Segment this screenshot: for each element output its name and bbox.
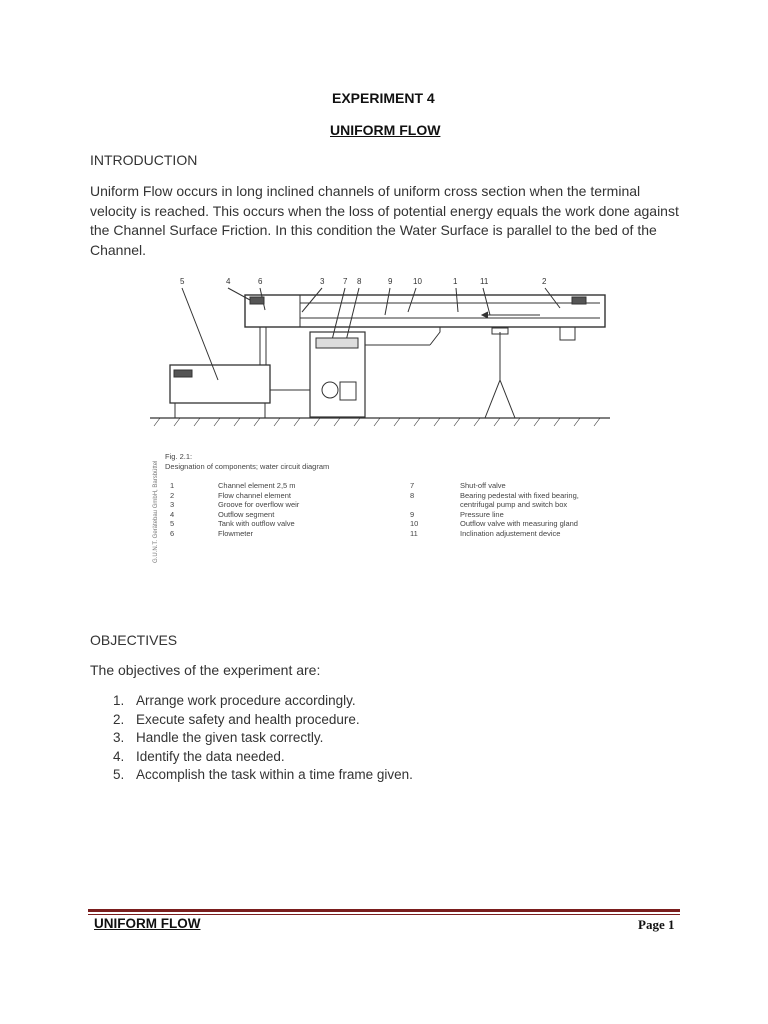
callout-6: 6 [258, 277, 263, 286]
legend-row [170, 491, 299, 501]
legend-num: 8 [410, 490, 415, 500]
legend-row [170, 510, 299, 520]
callout-1: 1 [453, 277, 458, 286]
figure-side-text: G.U.N.T. Gerätebau GmbH, Barsbüttel [153, 460, 159, 563]
legend-text: Shut-off valve [460, 481, 506, 490]
list-number: 1. [113, 693, 125, 708]
figure-caption [165, 452, 329, 471]
legend-text: Tank with outflow valve [218, 519, 295, 528]
legend-row [410, 529, 579, 539]
introduction-heading: INTRODUCTION [90, 152, 198, 168]
list-text: Arrange work procedure accordingly. [136, 693, 356, 708]
legend-text: centrifugal pump and switch box [460, 500, 568, 509]
legend-row [410, 491, 579, 501]
legend-row [410, 510, 579, 520]
footer-rule-thick [88, 909, 680, 912]
callout-9: 9 [388, 277, 393, 286]
figure-caption-label: Fig. 2.1: [165, 452, 193, 461]
list-item [113, 766, 413, 785]
legend-num: 3 [170, 500, 175, 509]
introduction-line: Uniform Flow occurs in long inclined channels of uniform cross section when the terminal [90, 183, 641, 199]
footer-title: UNIFORM FLOW [94, 916, 201, 931]
callout-11: 11 [480, 277, 489, 286]
list-number: 2. [113, 711, 125, 727]
legend-text: Pressure line [460, 509, 504, 519]
legend-row [410, 481, 579, 491]
introduction-line: Channel. [90, 241, 147, 258]
list-text: Accomplish the task within a time frame given. [136, 767, 413, 782]
legend-num: 6 [170, 528, 175, 538]
legend-num: 5 [170, 519, 175, 528]
objectives-intro: The objectives of the experiment are: [90, 662, 321, 678]
list-number: 4. [113, 748, 125, 764]
legend-row [170, 481, 299, 491]
figure-legend-left [170, 481, 299, 538]
legend-row [170, 529, 299, 539]
callout-4: 4 [226, 277, 231, 286]
list-text: Handle the given task correctly. [136, 730, 324, 745]
callout-2: 2 [542, 277, 547, 286]
legend-text: Inclination adjustement device [460, 528, 561, 538]
callout-8: 8 [357, 277, 362, 286]
page-number: Page 1 [638, 917, 675, 932]
legend-num: 4 [170, 509, 175, 519]
callout-5: 5 [180, 277, 185, 286]
figure-legend-right [410, 481, 579, 538]
callout-3: 3 [320, 277, 325, 286]
legend-row [170, 519, 299, 529]
legend-num: 7 [410, 481, 415, 490]
experiment-title: EXPERIMENT 4 [332, 90, 435, 106]
list-number: 3. [113, 730, 125, 745]
list-item [113, 692, 413, 711]
legend-text: Outflow segment [218, 509, 275, 519]
document-subtitle: UNIFORM FLOW [330, 122, 441, 138]
legend-text: Flow channel element [218, 490, 291, 500]
introduction-paragraph [90, 182, 680, 260]
legend-text: Channel element 2,5 m [218, 481, 296, 490]
legend-text: Flowmeter [218, 528, 254, 538]
legend-row [410, 519, 579, 529]
list-item [113, 729, 413, 748]
legend-num: 1 [170, 481, 175, 490]
footer-rule-thin [88, 914, 680, 915]
list-text: Identify the data needed. [136, 748, 285, 764]
list-item [113, 748, 413, 767]
legend-num: 10 [410, 519, 419, 528]
list-text: Execute safety and health procedure. [136, 711, 360, 727]
legend-text: Bearing pedestal with fixed bearing, [460, 490, 579, 500]
uniform-flow-apparatus-diagram [140, 270, 620, 440]
legend-text: Outflow valve with measuring gland [460, 519, 578, 528]
legend-text: Groove for overflow weir [218, 500, 300, 509]
legend-row [410, 500, 579, 510]
callout-7: 7 [343, 277, 348, 286]
callout-10: 10 [413, 277, 422, 286]
legend-row [170, 500, 299, 510]
legend-num: 9 [410, 509, 415, 519]
legend-num: 2 [170, 490, 175, 500]
introduction-line: the Channel Surface Friction. In this condition the Water Surface is parallel to the bed of the [90, 222, 657, 238]
list-item [113, 711, 413, 730]
list-number: 5. [113, 767, 125, 782]
objectives-list [113, 692, 413, 785]
figure-caption-text: Designation of components; water circuit diagram [165, 461, 330, 471]
introduction-line: velocity is reached. This occurs when the loss of potential energy equals the work done against [90, 202, 679, 219]
objectives-heading: OBJECTIVES [90, 632, 178, 648]
legend-num: 11 [410, 528, 418, 538]
